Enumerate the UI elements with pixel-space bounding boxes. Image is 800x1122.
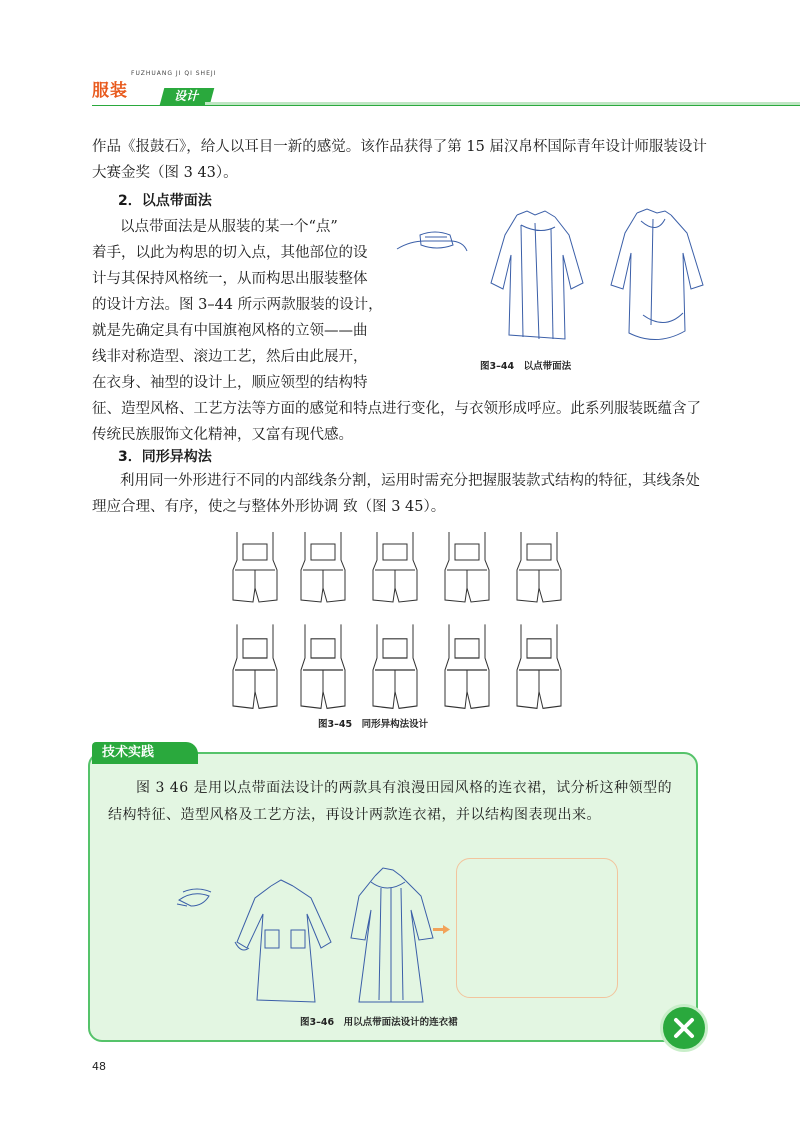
figure-3-46-illustration [175,860,450,1010]
figure-3-45-caption: 图3–45 同形异构法设计 [318,719,429,730]
figure-3-44-caption: 图3–44 以点带面法 [480,361,572,372]
para2-line: 计与其保持风格统一，从而构思出服装整体 [92,271,368,287]
tools-icon [660,1004,708,1052]
header-tag: 设计 [160,88,215,105]
section-heading-3: 3．同形异构法 [118,449,212,465]
header-pinyin: FUZHUANG JI QI SHEJI [131,70,217,77]
para2-line: 在衣身、袖型的设计上，顺应领型的结构特 [92,375,368,391]
practice-instruction: 图 3 46 是用以点带面法设计的两款具有浪漫田园风格的连衣裙，试分析这种领型的结构特征、造型风格及工艺方法，再设计两款连衣裙，并以结构图表现出来。 [108,780,673,823]
para2-line: 着手，以此为构思的切入点，其他部位的设 [92,245,368,261]
para2-line: 以点带面法是从服装的某一个“点” [120,219,338,235]
paragraph-same-shape: 利用同一外形进行不同的内部线条分割，运用时需充分把握服装款式结构的特征，其线条处理应合理、有序，使之与整体外形协调 致（图 3 45）。 [92,473,700,515]
wrench-icon [663,1007,705,1049]
figure-3-46-caption: 图3–46 用以点带面法设计的连衣裙 [300,1017,458,1028]
page-number: 48 [92,1060,106,1073]
paragraph-intro: 作品《报鼓石》，给人以耳目一新的感觉。该作品获得了第 15 届汉帛杯国际青年设计师服装设计大赛金奖（图 3 43）。 [92,139,707,181]
para2-line: 的设计方法。图 3–44 所示两款服装的设计， [92,297,383,313]
figure-3-44-illustration [395,205,715,355]
para2-line: 就是先确定具有中国旗袍风格的立领——曲 [92,323,368,339]
section-heading-2: 2．以点带面法 [118,193,212,209]
header-rule [92,105,800,106]
page-header [0,0,800,110]
answer-design-area[interactable] [456,858,618,998]
figure-3-45-illustration [225,530,570,715]
practice-title: 技术实践 [92,742,198,764]
para2-line: 线非对称造型、滚边工艺，然后由此展开， [92,349,368,365]
header-title-part1: 服装 [92,81,128,101]
para2-tail: 征、造型风格、工艺方法等方面的感觉和特点进行变化，与衣领形成呼应。此系列服装既蕴含了传统民族服饰文化精神，又富有现代感。 [92,401,701,443]
